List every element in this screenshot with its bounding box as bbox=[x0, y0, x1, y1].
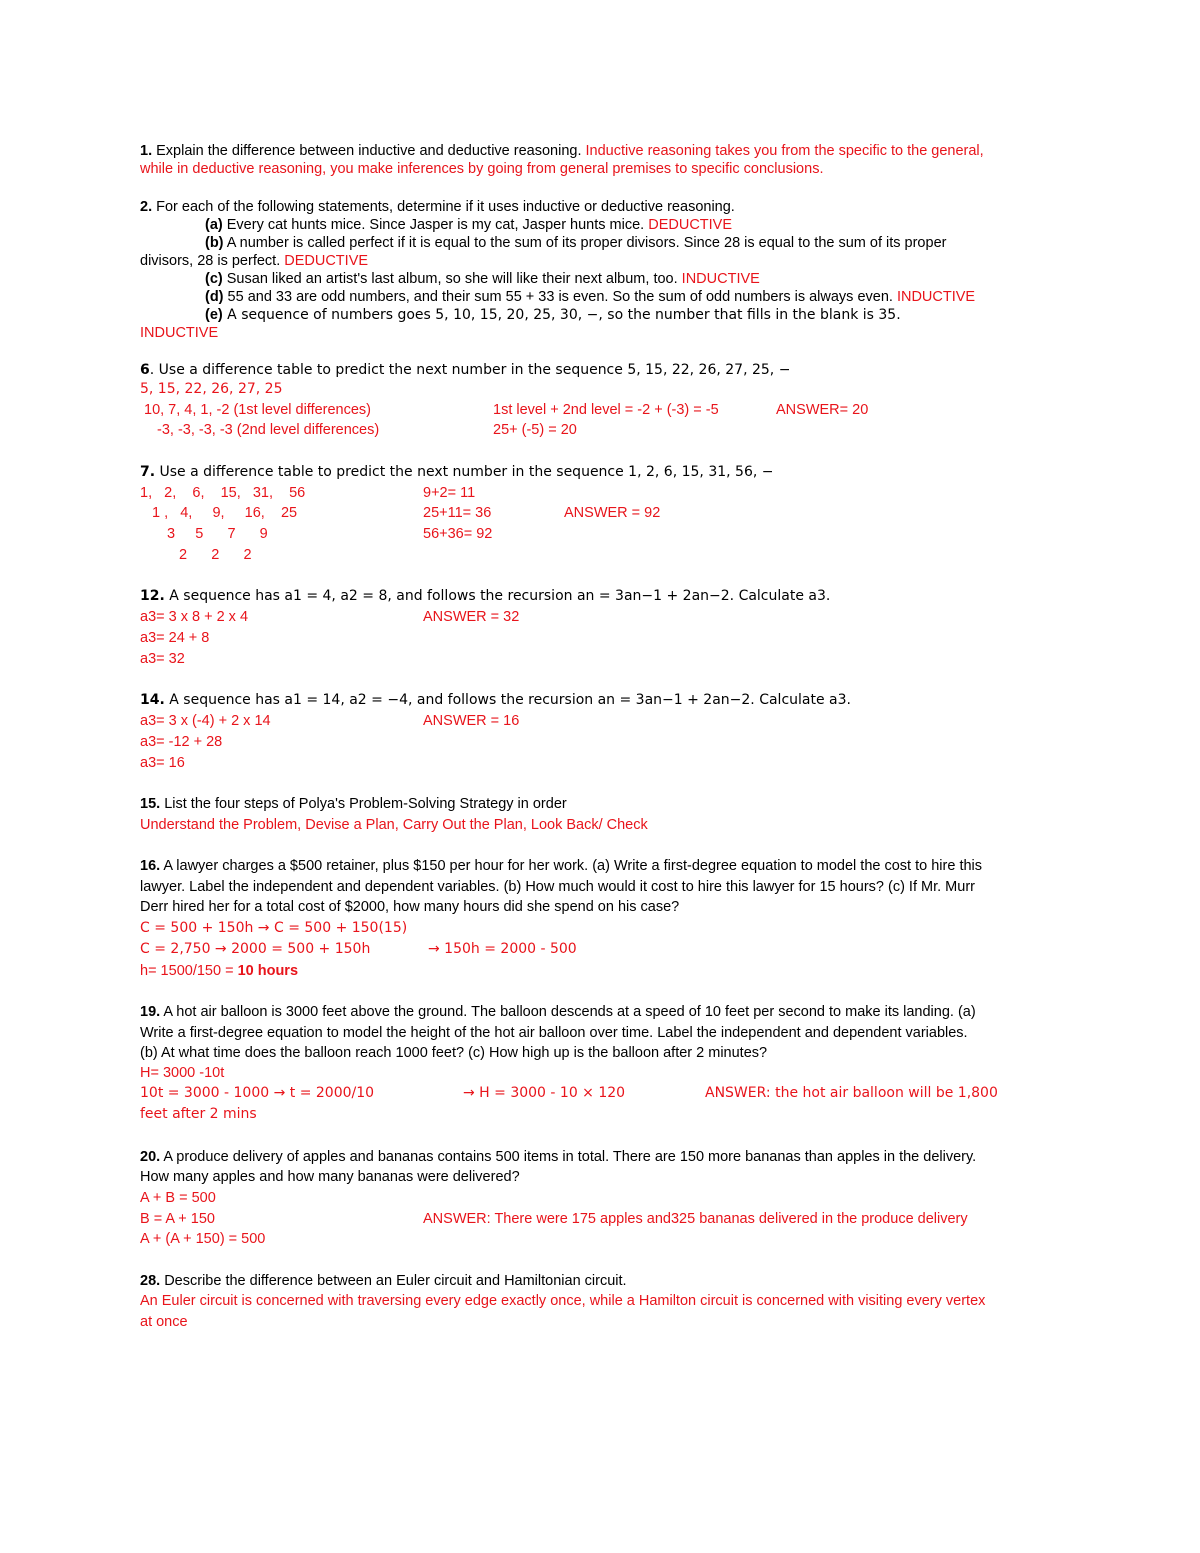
q16-final-answer: 10 hours bbox=[237, 963, 299, 979]
q28-answer-a: An Euler circuit is concerned with traversing every edge exactly once, while a Hamilton circuit is concerned with visiting every vertex bbox=[140, 1293, 986, 1309]
q2-item-a-label: (a) bbox=[205, 217, 223, 233]
q20-step-1: A + B = 500 bbox=[140, 1190, 216, 1206]
q15-answer: Understand the Problem, Devise a Plan, Carry Out the Plan, Look Back/ Check bbox=[140, 817, 648, 833]
q2-item-d bbox=[205, 288, 975, 306]
q12-question: A sequence has a1 = 4, a2 = 8, and follows the recursion an = 3an−1 + 2an−2. Calculate a3. bbox=[164, 588, 831, 604]
q7-row-2-answer: ANSWER = 92 bbox=[564, 505, 661, 521]
q7-row-4: 2 2 2 bbox=[179, 547, 252, 563]
q6-row-2: 10, 7, 4, 1, -2 (1st level differences) bbox=[144, 402, 372, 418]
q16-step-1: C = 500 + 150h → C = 500 + 150(15) bbox=[140, 920, 408, 936]
q2-item-d-text: 55 and 33 are odd numbers, and their sum 55 + 33 is even. So the sum of odd numbers is always even. bbox=[223, 289, 897, 305]
q16-line-1 bbox=[140, 857, 982, 875]
q2-item-c-answer: INDUCTIVE bbox=[681, 271, 760, 287]
q16-question-a: A lawyer charges a $500 retainer, plus $150 per hour for her work. (a) Write a first-degree equation to model the cost to hire this bbox=[160, 858, 983, 874]
q16-question-b: lawyer. Label the independent and dependent variables. (b) How much would it cost to hire this lawyer for 15 hours? (c) If Mr. Murr bbox=[140, 879, 975, 895]
q19-answer-cont: feet after 2 mins bbox=[140, 1106, 257, 1122]
q2-item-e-text: A sequence of numbers goes 5, 10, 15, 20, 25, 30, −, so the number that fills in the blank is 35. bbox=[222, 307, 901, 323]
q7-line bbox=[140, 463, 773, 481]
q20-step-3: A + (A + 150) = 500 bbox=[140, 1231, 266, 1247]
q14-answer: ANSWER = 16 bbox=[423, 713, 520, 729]
q14-step-3: a3= 16 bbox=[140, 755, 185, 771]
q20-answer: ANSWER: There were 175 apples and325 bananas delivered in the produce delivery bbox=[423, 1211, 968, 1227]
q19-step-1: H= 3000 -10t bbox=[140, 1065, 225, 1081]
q28-answer-b: at once bbox=[140, 1314, 188, 1330]
q2-item-e bbox=[205, 306, 901, 324]
q14-line bbox=[140, 691, 851, 709]
q6-row-1: 5, 15, 22, 26, 27, 25 bbox=[140, 381, 283, 397]
q2-item-a-text: Every cat hunts mice. Since Jasper is my cat, Jasper hunts mice. bbox=[222, 217, 649, 233]
q2-item-b-cont bbox=[140, 252, 368, 270]
q2-item-b bbox=[205, 234, 946, 252]
q7-row-1: 1, 2, 6, 15, 31, 56 bbox=[140, 485, 306, 501]
q1-line-1 bbox=[140, 142, 984, 160]
q7-row-3-mid: 56+36= 92 bbox=[423, 526, 493, 542]
q7-question: Use a difference table to predict the next number in the sequence 1, 2, 6, 15, 31, 56, − bbox=[155, 464, 774, 480]
q2-item-b-text: A number is called perfect if it is equal to the sum of its proper divisors. Since 28 is equal to the sum of its proper bbox=[223, 235, 947, 251]
q19-question-a: A hot air balloon is 3000 feet above the ground. The balloon descends at a speed of 10 feet per second to make its landing. (a) bbox=[160, 1004, 976, 1020]
q2-item-b-label: (b) bbox=[205, 235, 224, 251]
q2-item-a-answer: DEDUCTIVE bbox=[648, 217, 733, 233]
q12-number: 12. bbox=[140, 588, 165, 604]
q1-question: Explain the difference between inductive and deductive reasoning. bbox=[152, 143, 586, 159]
q15-number: 15. bbox=[140, 796, 161, 812]
q16-question-c: Derr hired her for a total cost of $2000, how many hours did she spend on his case? bbox=[140, 899, 680, 915]
q2-item-e-answer: INDUCTIVE bbox=[140, 325, 219, 341]
q1-number: 1. bbox=[140, 143, 153, 159]
q16-step-2: C = 2,750 → 2000 = 500 + 150h bbox=[140, 941, 371, 957]
q20-step-2: B = A + 150 bbox=[140, 1211, 215, 1227]
q14-number: 14. bbox=[140, 692, 165, 708]
q12-answer: ANSWER = 32 bbox=[423, 609, 520, 625]
q28-question: Describe the difference between an Euler circuit and Hamiltonian circuit. bbox=[160, 1273, 627, 1289]
q6-row-2-answer: ANSWER= 20 bbox=[776, 402, 869, 418]
q2-item-c bbox=[205, 270, 760, 288]
q2-item-d-label: (d) bbox=[205, 289, 224, 305]
q2-item-d-answer: INDUCTIVE bbox=[896, 289, 976, 305]
q7-row-1-mid: 9+2= 11 bbox=[423, 485, 476, 501]
q19-question-b: Write a first-degree equation to model the height of the hot air balloon over time. Label the independent and dependent variables. bbox=[140, 1025, 968, 1041]
q2-item-b-cont-text: divisors, 28 is perfect. bbox=[140, 253, 285, 269]
q2-line bbox=[140, 198, 735, 216]
q12-line bbox=[140, 587, 830, 605]
q7-row-2: 1 , 4, 9, 16, 25 bbox=[152, 505, 298, 521]
q14-question: A sequence has a1 = 14, a2 = −4, and follows the recursion an = 3an−1 + 2an−2. Calculate a3. bbox=[164, 692, 851, 708]
q20-line-1 bbox=[140, 1148, 976, 1166]
q6-number: 6 bbox=[140, 362, 150, 378]
q2-number: 2. bbox=[140, 199, 153, 215]
q16-number: 16. bbox=[140, 858, 161, 874]
q1-answer-a: Inductive reasoning takes you from the specific to the general, bbox=[585, 143, 984, 159]
q2-item-a bbox=[205, 216, 732, 234]
q16-step-2-right: → 150h = 2000 - 500 bbox=[428, 941, 577, 957]
q15-question: List the four steps of Polya's Problem-Solving Strategy in order bbox=[160, 796, 567, 812]
q6-row-3-mid: 25+ (-5) = 20 bbox=[493, 422, 577, 438]
q2-item-e-label: (e) bbox=[205, 307, 223, 323]
q1-answer-b: while in deductive reasoning, you make inferences by going from general premises to specific conclusions. bbox=[140, 161, 824, 177]
q14-step-1: a3= 3 x (-4) + 2 x 14 bbox=[140, 713, 271, 729]
q2-item-c-text: Susan liked an artist's last album, so she will like their next album, too. bbox=[222, 271, 682, 287]
q19-question-c: (b) At what time does the balloon reach 1000 feet? (c) How high up is the balloon after 2 minutes? bbox=[140, 1045, 768, 1061]
q12-step-1: a3= 3 x 8 + 2 x 4 bbox=[140, 609, 249, 625]
q12-step-2: a3= 24 + 8 bbox=[140, 630, 210, 646]
q20-question-a: A produce delivery of apples and bananas contains 500 items in total. There are 150 more bananas than apples in the delivery. bbox=[160, 1149, 977, 1165]
q12-step-3: a3= 32 bbox=[140, 651, 185, 667]
q2-item-c-label: (c) bbox=[205, 271, 223, 287]
q20-question-b: How many apples and how many bananas were delivered? bbox=[140, 1169, 520, 1185]
q16-step-3-text: h= 1500/150 = bbox=[140, 963, 238, 979]
q6-question: . Use a difference table to predict the next number in the sequence 5, 15, 22, 26, 27, 25, − bbox=[149, 362, 791, 378]
q6-line bbox=[140, 361, 790, 379]
q28-line bbox=[140, 1272, 627, 1290]
q20-number: 20. bbox=[140, 1149, 161, 1165]
q19-number: 19. bbox=[140, 1004, 161, 1020]
q28-number: 28. bbox=[140, 1273, 161, 1289]
q15-line bbox=[140, 795, 567, 813]
q7-row-3: 3 5 7 9 bbox=[167, 526, 268, 542]
q19-line-1 bbox=[140, 1003, 976, 1021]
q19-step-2-mid: → H = 3000 - 10 × 120 bbox=[463, 1085, 626, 1101]
q6-row-2-mid: 1st level + 2nd level = -2 + (-3) = -5 bbox=[493, 402, 719, 418]
q19-step-2: 10t = 3000 - 1000 → t = 2000/10 bbox=[140, 1085, 375, 1101]
q7-number: 7. bbox=[140, 464, 156, 480]
q7-row-2-mid: 25+11= 36 bbox=[423, 505, 492, 521]
q14-step-2: a3= -12 + 28 bbox=[140, 734, 223, 750]
q16-step-3 bbox=[140, 962, 298, 980]
q2-item-b-answer: DEDUCTIVE bbox=[284, 253, 369, 269]
q6-row-3: -3, -3, -3, -3 (2nd level differences) bbox=[157, 422, 380, 438]
q2-question: For each of the following statements, determine if it uses inductive or deductive reasoning. bbox=[152, 199, 735, 215]
q19-answer: ANSWER: the hot air balloon will be 1,800 bbox=[705, 1085, 998, 1101]
